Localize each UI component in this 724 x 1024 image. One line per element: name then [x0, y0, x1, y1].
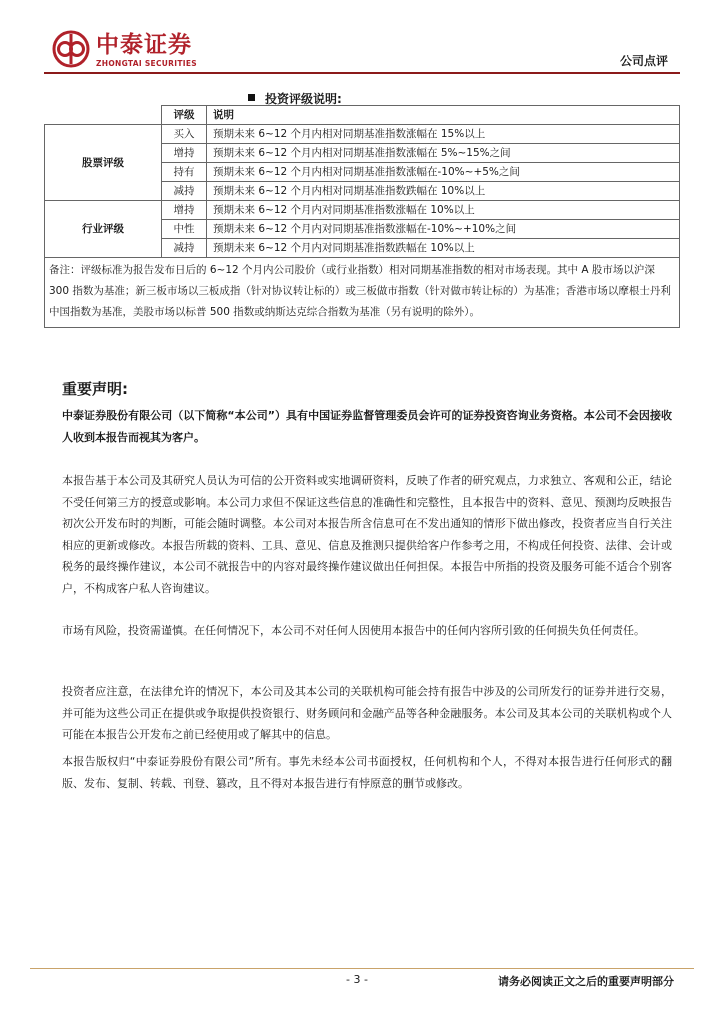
rating-table [44, 105, 680, 328]
declaration-paragraph-qualification: 中泰证券股份有限公司（以下简称“本公司”）具有中国证券监督管理委员会许可的证券投资咨询业务资格。本公司不会因接收人收到本报告而视其为客户。 [62, 409, 672, 444]
table-corner-cell [45, 106, 162, 125]
rating-desc: 预期未来 6~12 个月内对同期基准指数涨幅在 10%以上 [207, 201, 680, 220]
footer-note: 请务必阅读正文之后的重要声明部分 [498, 975, 674, 988]
industry-rating-label: 行业评级 [45, 201, 162, 258]
rating-desc: 预期未来 6~12 个月内相对同期基准指数涨幅在-10%~+5%之间 [207, 163, 680, 182]
header-divider [44, 72, 680, 74]
page-number: - 3 - [346, 973, 368, 986]
rating-level: 增持 [162, 201, 207, 220]
table-note-row [45, 258, 680, 328]
rating-level: 减持 [162, 182, 207, 201]
table-row [45, 201, 680, 220]
rating-desc: 预期未来 6~12 个月内相对同期基准指数涨幅在 15%以上 [207, 125, 680, 144]
declaration-paragraph-basis: 本报告基于本公司及其研究人员认为可信的公开资料或实地调研资料，反映了作者的研究观点，力求独立、客观和公正，结论不受任何第三方的授意或影响。本公司力求但不保证这些信息的准确性和完整性，且本报告中的资料、意见、预测均反映报告初次公开发布时的判断，可能会随时调整。本公司对本报告所含信息可在不发出通知的情形下做出修改，投资者应当自行关注相应的更新或修改。本报告所载的资料、工具、意见、信息及推测只提供给客户作参考之用，不构成任何投资、法律、会计或税务的最终操作建议，本公司不就报告中的内容对最终操作建议做出任何担保。本报告中所指的投资及服务可能不适合个别客户，不构成客户私人咨询建议。 [62, 474, 672, 595]
bullet-square-icon [248, 94, 255, 101]
logo-chinese-name: 中泰证券 [96, 32, 192, 58]
rating-level: 增持 [162, 144, 207, 163]
table-row [45, 125, 680, 144]
company-logo [52, 30, 217, 72]
zhongtai-logo-icon [52, 30, 90, 68]
document-type: 公司点评 [619, 54, 668, 68]
rating-desc: 预期未来 6~12 个月内对同期基准指数跌幅在 10%以上 [207, 239, 680, 258]
header-desc: 说明 [207, 106, 680, 125]
header-level: 评级 [162, 106, 207, 125]
declaration-title: 重要声明: [62, 380, 128, 398]
rating-desc: 预期未来 6~12 个月内对同期基准指数涨幅在-10%~+10%之间 [207, 220, 680, 239]
stock-rating-label: 股票评级 [45, 125, 162, 201]
rating-level: 持有 [162, 163, 207, 182]
declaration-paragraph-conflict: 投资者应注意，在法律允许的情况下，本公司及其本公司的关联机构可能会持有报告中涉及的公司所发行的证券并进行交易，并可能为这些公司正在提供或争取提供投资银行、财务顾问和金融产品等各种金融服务。本公司及其本公司的关联机构或个人可能在本报告公开发布之前已经使用或了解其中的信息。 [62, 685, 672, 741]
declaration-paragraph-risk: 市场有风险，投资需谨慎。在任何情况下，本公司不对任何人因使用本报告中的任何内容所引致的任何损失负任何责任。 [62, 624, 645, 637]
rating-level: 减持 [162, 239, 207, 258]
rating-note: 备注：评级标准为报告发布日后的 6~12 个月内公司股价（或行业指数）相对同期基准指数的相对市场表现。其中 A 股市场以沪深 300 指数为基准；新三板市场以三板成指（针对协议转让标的）或三板做市指数（针对做市转让标的）为基准；香港市场以摩根士丹利中国指数为基准，美股市场以标普 500 指数或纳斯达克综合指数为基准（另有说明的除外）。 [45, 258, 680, 328]
declaration-paragraph-copyright: 本报告版权归“中泰证券股份有限公司”所有。事先未经本公司书面授权，任何机构和个人，不得对本报告进行任何形式的翻版、发布、复制、转载、刊登、篡改，且不得对本报告进行有悖原意的删节或修改。 [62, 755, 672, 790]
rating-desc: 预期未来 6~12 个月内相对同期基准指数跌幅在 10%以上 [207, 182, 680, 201]
table-header-row [45, 106, 680, 125]
footer-divider [30, 968, 694, 969]
rating-level: 买入 [162, 125, 207, 144]
rating-desc: 预期未来 6~12 个月内相对同期基准指数涨幅在 5%~15%之间 [207, 144, 680, 163]
rating-title-text: 投资评级说明: [265, 92, 342, 106]
logo-english-name: ZHONGTAI SECURITIES [96, 59, 197, 68]
rating-level: 中性 [162, 220, 207, 239]
